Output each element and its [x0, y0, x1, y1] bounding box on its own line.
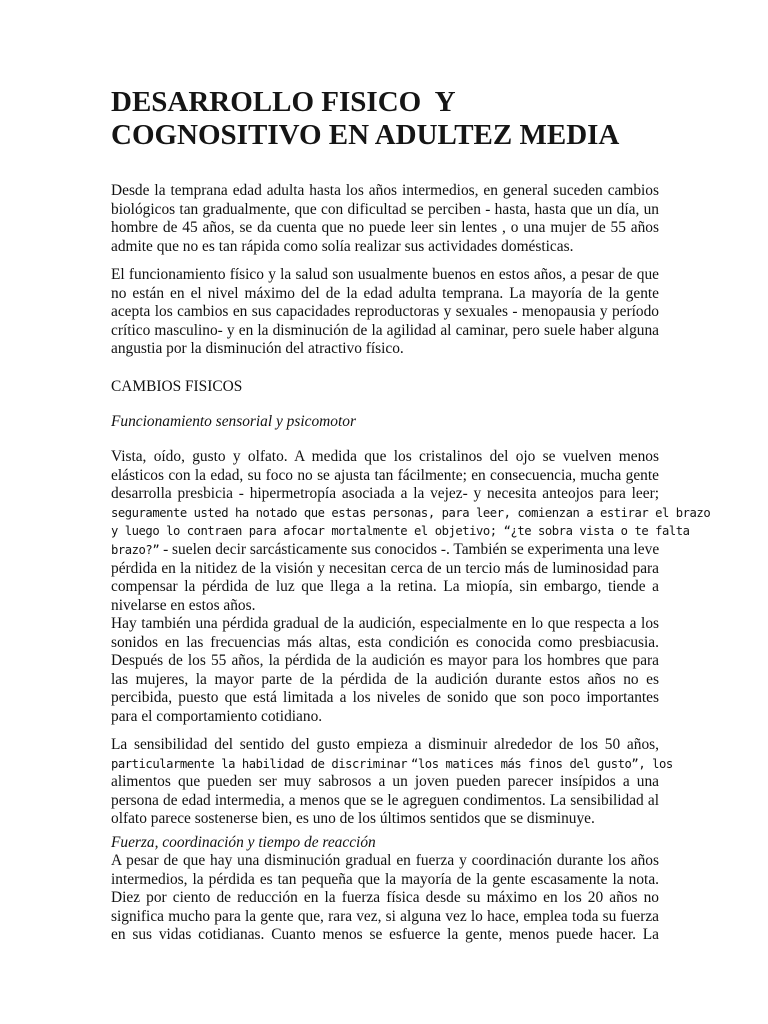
paragraph-4 [111, 615, 659, 727]
text-line: angustia por la disminución del atractivo físico. [111, 340, 404, 358]
text-line: seguramente usted ha notado que estas personas, para leer, comienzan a estirar el brazo [111, 505, 711, 520]
paragraph-3 [111, 448, 711, 615]
text-line: Diez por ciento de reducción en la fuerza física desde su máximo en los 20 años no [111, 889, 659, 907]
text-fragment: particularmente la habilidad de discriminar [111, 756, 408, 771]
text-line: acepta los cambios en sus capacidades reproductoras y sexuales - menopausia y período [111, 303, 659, 321]
text-line: nivelarse en estos años. [111, 596, 256, 614]
text-line: en sus vidas cotidianas. Cuanto menos se esfuerce la gente, menos puede hacer. La [111, 926, 659, 944]
text-line: admite que no es tan rápida como solía realizar sus actividades domésticas. [111, 237, 574, 255]
text-line: sonidos en las frecuencias más altas, esta condición es conocida como presbiacusia. [111, 633, 659, 651]
text-fragment: - suelen decir sarcásticamente sus conocidos -. También se experimenta una leve [163, 540, 660, 558]
text-line: las mujeres, la mayor parte de la pérdida de la audición durante estos años no es [111, 670, 659, 688]
document-title [111, 86, 671, 152]
text-line: significa mucho para la gente que, rara vez, si alguna vez lo hace, emplea toda su fuerza [111, 907, 659, 925]
text-line: olfato parece sostenerse bien, es uno de los últimos sentidos que se disminuye. [111, 810, 595, 828]
paragraph-2 [111, 266, 659, 359]
subheading-fuerza: Fuerza, coordinación y tiempo de reacción [111, 834, 376, 851]
text-line: La sensibilidad del sentido del gusto empieza a disminuir alrededor de los 50 años, [111, 736, 659, 753]
text-line: Vista, oído, gusto y olfato. A medida que los cristalinos del ojo se vuelven menos [111, 448, 659, 465]
paragraph-1 [111, 182, 659, 256]
text-line: hombre de 45 años, se da cuenta que no puede leer sin lentes , o una mujer de 55 años [111, 219, 659, 237]
text-line: percibida, puesto que está limitada a los niveles de sonido que son poco importantes [111, 689, 659, 707]
text-line: persona de edad intermedia, a menos que se le agreguen condimentos. La sensibilidad al [111, 791, 659, 809]
title-line: COGNOSITIVO EN ADULTEZ MEDIA [111, 119, 620, 151]
text-line: crítico masculino- y en la disminución de la agilidad al caminar, pero suele haber alguna [111, 321, 659, 339]
paragraph-6 [111, 852, 659, 945]
text-line [111, 755, 673, 774]
text-fragment: “los matices más finos del gusto”, los [411, 756, 673, 771]
section-heading: CAMBIOS FISICOS [111, 378, 243, 395]
text-line: Hay también una pérdida gradual de la audición, especialmente en lo que respecta a los [111, 615, 659, 632]
text-line: y luego lo contraen para afocar mortalmente el objetivo; “¿te sobra vista o te falta [111, 524, 690, 539]
text-line: no están en el nivel máximo del de la edad adulta temprana. La mayoría de la gente [111, 284, 659, 302]
text-line: A pesar de que hay una disminución gradual en fuerza y coordinación durante los años [111, 852, 659, 869]
text-line: pérdida en la nitidez de la visión y necesitan cerca de un tercio más de luminosidad para [111, 559, 659, 577]
text-line: para el comportamiento cotidiano. [111, 707, 323, 725]
text-line: compensar la pérdida de luz que llega a la retina. La miopía, sin embargo, tiende a [111, 578, 659, 596]
text-line: biológicos tan gradualmente, que con dificultad se perciben - hasta, hasta que un día, un [111, 200, 659, 218]
text-line: alimentos que pueden ser muy sabrosos a un joven pueden parecer insípidos a una [111, 773, 659, 791]
text-line: El funcionamiento físico y la salud son usualmente buenos en estos años, a pesar de que [111, 266, 659, 283]
title-line: DESARROLLO FISICO Y [111, 86, 456, 118]
subheading-sensorial: Funcionamiento sensorial y psicomotor [111, 413, 356, 430]
text-fragment: brazo?” [111, 542, 160, 557]
text-line: Desde la temprana edad adulta hasta los años intermedios, en general suceden cambios [111, 182, 659, 199]
text-line [111, 541, 659, 560]
text-line: desarrolla presbicia - hipermetropía asociada a la vejez- y necesita anteojos para leer; [111, 485, 659, 503]
text-line: elásticos con la edad, su foco no se ajusta tan fácilmente; en consecuencia, mucha gente [111, 466, 659, 484]
text-line: Después de los 55 años, la pérdida de la audición es mayor para los hombres que para [111, 652, 659, 670]
text-line: intermedios, la pérdida es tan pequeña que la mayoría de la gente escasamente la nota. [111, 870, 659, 888]
paragraph-5 [111, 736, 673, 829]
